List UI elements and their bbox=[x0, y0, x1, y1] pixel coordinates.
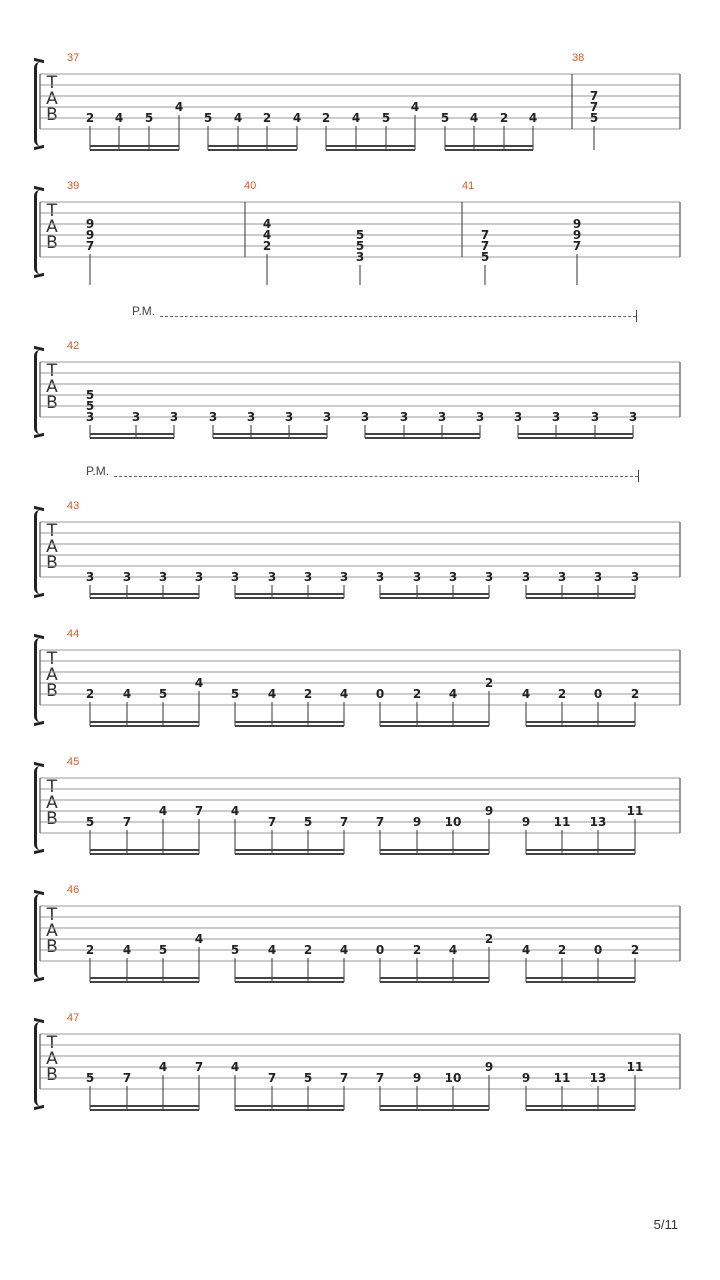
tab-staff bbox=[0, 192, 720, 302]
fret-number: 5 bbox=[158, 687, 168, 701]
tab-staff bbox=[0, 64, 720, 174]
fret-number: 4 bbox=[410, 100, 420, 114]
fret-number: 3 bbox=[593, 570, 603, 584]
tab-clef-letter: T bbox=[46, 201, 58, 221]
fret-number: 2 bbox=[262, 239, 272, 253]
fret-number: 2 bbox=[85, 111, 95, 125]
tab-staff bbox=[0, 512, 720, 622]
fret-number: 13 bbox=[589, 1071, 607, 1085]
fret-number: 7 bbox=[480, 228, 490, 242]
fret-number: 7 bbox=[375, 1071, 385, 1085]
palm-mute-end bbox=[636, 310, 637, 322]
tab-clef-letter: B bbox=[46, 681, 58, 701]
fret-number: 4 bbox=[448, 687, 458, 701]
fret-number: 9 bbox=[484, 804, 494, 818]
fret-number: 3 bbox=[399, 410, 409, 424]
fret-number: 4 bbox=[339, 687, 349, 701]
fret-number: 2 bbox=[557, 687, 567, 701]
measure-number: 47 bbox=[67, 1012, 80, 1024]
fret-number: 2 bbox=[321, 111, 331, 125]
fret-number: 9 bbox=[412, 815, 422, 829]
palm-mute-label: P.M. bbox=[132, 304, 156, 318]
measure-number: 39 bbox=[67, 180, 80, 192]
fret-number: 3 bbox=[230, 570, 240, 584]
fret-number: 3 bbox=[169, 410, 179, 424]
fret-number: 4 bbox=[521, 943, 531, 957]
tab-clef-letter: B bbox=[46, 393, 58, 413]
fret-number: 3 bbox=[557, 570, 567, 584]
tab-clef-letter: B bbox=[46, 937, 58, 957]
fret-number: 4 bbox=[339, 943, 349, 957]
fret-number: 11 bbox=[626, 804, 644, 818]
fret-number: 2 bbox=[303, 687, 313, 701]
fret-number: 3 bbox=[448, 570, 458, 584]
tab-clef-letter: B bbox=[46, 553, 58, 573]
fret-number: 4 bbox=[292, 111, 302, 125]
tab-clef-letter: A bbox=[46, 793, 58, 813]
fret-number: 3 bbox=[475, 410, 485, 424]
tab-clef-letter: A bbox=[46, 921, 58, 941]
fret-number: 5 bbox=[381, 111, 391, 125]
fret-number: 5 bbox=[85, 399, 95, 413]
tab-clef-letter: A bbox=[46, 89, 58, 109]
fret-number: 7 bbox=[267, 1071, 277, 1085]
fret-number: 3 bbox=[551, 410, 561, 424]
fret-number: 7 bbox=[85, 239, 95, 253]
fret-number: 9 bbox=[85, 228, 95, 242]
fret-number: 3 bbox=[208, 410, 218, 424]
fret-number: 2 bbox=[85, 687, 95, 701]
fret-number: 9 bbox=[521, 815, 531, 829]
fret-number: 0 bbox=[375, 687, 385, 701]
fret-number: 2 bbox=[303, 943, 313, 957]
tab-clef-letter: T bbox=[46, 777, 58, 797]
fret-number: 10 bbox=[444, 1071, 462, 1085]
measure-number: 38 bbox=[572, 52, 585, 64]
fret-number: 7 bbox=[194, 804, 204, 818]
fret-number: 7 bbox=[267, 815, 277, 829]
fret-number: 4 bbox=[174, 100, 184, 114]
fret-number: 3 bbox=[590, 410, 600, 424]
fret-number: 2 bbox=[412, 943, 422, 957]
fret-number: 5 bbox=[144, 111, 154, 125]
tab-clef-letter: T bbox=[46, 649, 58, 669]
fret-number: 3 bbox=[628, 410, 638, 424]
fret-number: 5 bbox=[589, 111, 599, 125]
fret-number: 7 bbox=[572, 239, 582, 253]
fret-number: 7 bbox=[339, 815, 349, 829]
fret-number: 5 bbox=[230, 687, 240, 701]
fret-number: 3 bbox=[630, 570, 640, 584]
fret-number: 11 bbox=[626, 1060, 644, 1074]
fret-number: 2 bbox=[557, 943, 567, 957]
fret-number: 4 bbox=[267, 687, 277, 701]
fret-number: 4 bbox=[233, 111, 243, 125]
tab-clef-letter: A bbox=[46, 217, 58, 237]
fret-number: 5 bbox=[440, 111, 450, 125]
fret-number: 3 bbox=[521, 570, 531, 584]
tab-clef-letter: A bbox=[46, 665, 58, 685]
fret-number: 4 bbox=[194, 932, 204, 946]
fret-number: 4 bbox=[469, 111, 479, 125]
tab-clef-letter: B bbox=[46, 105, 58, 125]
fret-number: 5 bbox=[303, 815, 313, 829]
tab-staff bbox=[0, 896, 720, 1006]
fret-number: 3 bbox=[375, 570, 385, 584]
fret-number: 3 bbox=[412, 570, 422, 584]
fret-number: 3 bbox=[322, 410, 332, 424]
page-indicator: 5/11 bbox=[653, 1217, 678, 1232]
fret-number: 7 bbox=[589, 89, 599, 103]
fret-number: 3 bbox=[194, 570, 204, 584]
fret-number: 2 bbox=[85, 943, 95, 957]
fret-number: 5 bbox=[230, 943, 240, 957]
fret-number: 9 bbox=[572, 228, 582, 242]
fret-number: 3 bbox=[360, 410, 370, 424]
fret-number: 9 bbox=[572, 217, 582, 231]
fret-number: 7 bbox=[589, 100, 599, 114]
palm-mute-label: P.M. bbox=[86, 464, 110, 478]
palm-mute-end bbox=[638, 470, 639, 482]
fret-number: 0 bbox=[375, 943, 385, 957]
fret-number: 4 bbox=[448, 943, 458, 957]
fret-number: 4 bbox=[122, 943, 132, 957]
fret-number: 2 bbox=[412, 687, 422, 701]
palm-mute-line bbox=[114, 476, 638, 477]
fret-number: 2 bbox=[484, 676, 494, 690]
fret-number: 0 bbox=[593, 943, 603, 957]
fret-number: 4 bbox=[230, 804, 240, 818]
fret-number: 9 bbox=[412, 1071, 422, 1085]
measure-number: 41 bbox=[462, 180, 475, 192]
fret-number: 4 bbox=[528, 111, 538, 125]
fret-number: 3 bbox=[122, 570, 132, 584]
fret-number: 5 bbox=[85, 1071, 95, 1085]
fret-number: 2 bbox=[484, 932, 494, 946]
fret-number: 4 bbox=[267, 943, 277, 957]
fret-number: 4 bbox=[230, 1060, 240, 1074]
measure-number: 37 bbox=[67, 52, 80, 64]
fret-number: 3 bbox=[267, 570, 277, 584]
tab-clef-letter: A bbox=[46, 1049, 58, 1069]
fret-number: 11 bbox=[553, 815, 571, 829]
measure-number: 40 bbox=[244, 180, 257, 192]
fret-number: 5 bbox=[203, 111, 213, 125]
fret-number: 3 bbox=[284, 410, 294, 424]
fret-number: 4 bbox=[262, 228, 272, 242]
fret-number: 9 bbox=[521, 1071, 531, 1085]
palm-mute-line bbox=[160, 316, 636, 317]
fret-number: 9 bbox=[484, 1060, 494, 1074]
fret-number: 10 bbox=[444, 815, 462, 829]
tab-staff bbox=[0, 640, 720, 750]
tab-staff bbox=[0, 352, 720, 462]
fret-number: 4 bbox=[158, 804, 168, 818]
fret-number: 3 bbox=[158, 570, 168, 584]
fret-number: 4 bbox=[158, 1060, 168, 1074]
fret-number: 7 bbox=[339, 1071, 349, 1085]
fret-number: 2 bbox=[499, 111, 509, 125]
fret-number: 3 bbox=[437, 410, 447, 424]
fret-number: 4 bbox=[122, 687, 132, 701]
fret-number: 2 bbox=[630, 687, 640, 701]
fret-number: 7 bbox=[375, 815, 385, 829]
fret-number: 3 bbox=[85, 570, 95, 584]
fret-number: 4 bbox=[521, 687, 531, 701]
fret-number: 3 bbox=[131, 410, 141, 424]
measure-number: 45 bbox=[67, 756, 80, 768]
measure-number: 42 bbox=[67, 340, 80, 352]
measure-number: 43 bbox=[67, 500, 80, 512]
fret-number: 3 bbox=[246, 410, 256, 424]
fret-number: 7 bbox=[480, 239, 490, 253]
fret-number: 11 bbox=[553, 1071, 571, 1085]
tab-clef-letter: T bbox=[46, 905, 58, 925]
fret-number: 5 bbox=[355, 239, 365, 253]
fret-number: 5 bbox=[303, 1071, 313, 1085]
tab-clef-letter: B bbox=[46, 1065, 58, 1085]
fret-number: 5 bbox=[480, 250, 490, 264]
measure-number: 44 bbox=[67, 628, 80, 640]
fret-number: 5 bbox=[355, 228, 365, 242]
tab-clef-letter: T bbox=[46, 73, 58, 93]
fret-number: 7 bbox=[194, 1060, 204, 1074]
fret-number: 3 bbox=[355, 250, 365, 264]
fret-number: 7 bbox=[122, 815, 132, 829]
tab-clef-letter: A bbox=[46, 537, 58, 557]
tab-clef-letter: T bbox=[46, 1033, 58, 1053]
tab-staff bbox=[0, 768, 720, 878]
fret-number: 5 bbox=[158, 943, 168, 957]
fret-number: 3 bbox=[339, 570, 349, 584]
fret-number: 2 bbox=[262, 111, 272, 125]
tab-clef-letter: B bbox=[46, 233, 58, 253]
measure-number: 46 bbox=[67, 884, 80, 896]
tab-clef-letter: T bbox=[46, 521, 58, 541]
tab-staff bbox=[0, 1024, 720, 1134]
fret-number: 13 bbox=[589, 815, 607, 829]
tab-clef-letter: A bbox=[46, 377, 58, 397]
fret-number: 5 bbox=[85, 815, 95, 829]
fret-number: 4 bbox=[351, 111, 361, 125]
fret-number: 4 bbox=[262, 217, 272, 231]
fret-number: 3 bbox=[85, 410, 95, 424]
fret-number: 3 bbox=[484, 570, 494, 584]
fret-number: 3 bbox=[513, 410, 523, 424]
fret-number: 4 bbox=[114, 111, 124, 125]
fret-number: 0 bbox=[593, 687, 603, 701]
tab-clef-letter: B bbox=[46, 809, 58, 829]
fret-number: 2 bbox=[630, 943, 640, 957]
fret-number: 5 bbox=[85, 388, 95, 402]
fret-number: 7 bbox=[122, 1071, 132, 1085]
fret-number: 9 bbox=[85, 217, 95, 231]
fret-number: 4 bbox=[194, 676, 204, 690]
fret-number: 3 bbox=[303, 570, 313, 584]
tab-clef-letter: T bbox=[46, 361, 58, 381]
